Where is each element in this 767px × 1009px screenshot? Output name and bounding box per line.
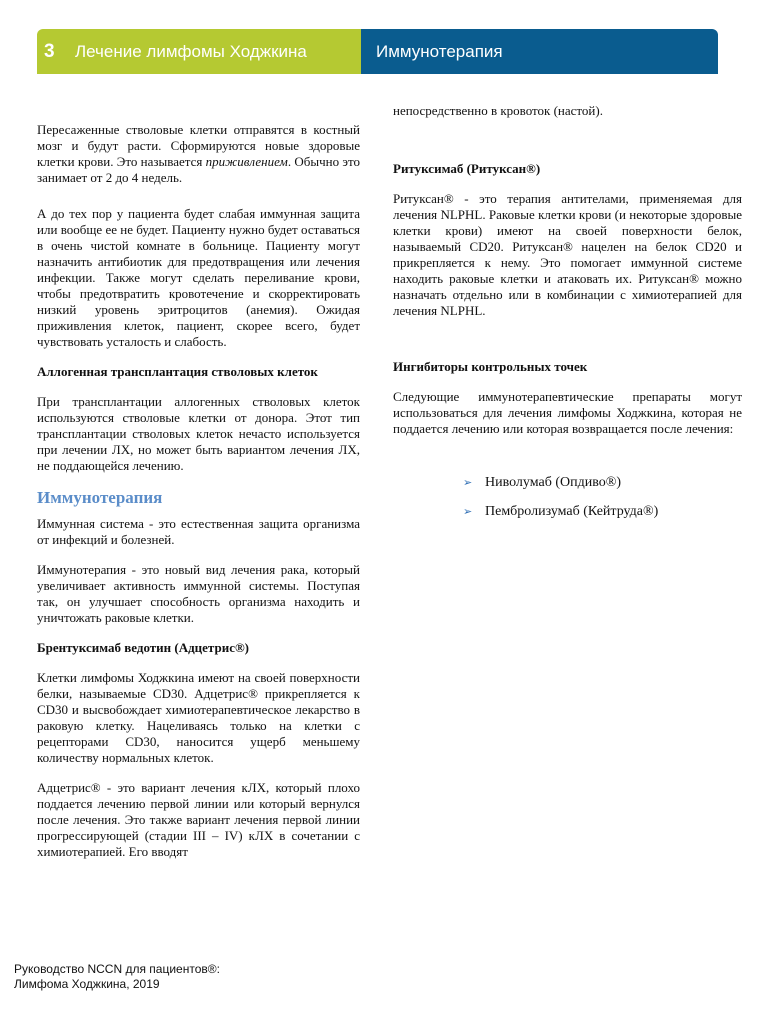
footer-line-2: Лимфома Ходжкина, 2019 xyxy=(14,977,160,991)
heading-brentuximab: Брентуксимаб ведотин (Адцетрис®) xyxy=(37,640,250,655)
chapter-banner xyxy=(37,29,361,74)
paragraph-engraftment xyxy=(37,122,360,186)
paragraph-immune-system: Иммунная система - это естественная защита организма от инфекций и болезней. xyxy=(37,516,360,547)
chapter-number: 3 xyxy=(44,40,55,62)
chapter-title: Лечение лимфомы Ходжкина xyxy=(75,41,307,61)
section-banner: Иммунотерапия xyxy=(361,29,718,74)
arrow-bullet-icon: ➢ xyxy=(463,506,473,518)
list-item xyxy=(463,504,742,520)
paragraph-brentuximab-1: Клетки лимфомы Ходжкина имеют на своей поверхности белки, называемые CD30. Адцетрис® прикрепляется к CD30 и высвобождает химиотерапевтическое лекарство в раковую клетку. Нацеливаясь только на клетки с рецепторами CD30, наносится ущерб меньшему количеству нормальных клеток. xyxy=(37,670,360,765)
section-title-immunotherapy: Иммунотерапия xyxy=(37,488,163,507)
paragraph-brentuximab-2: Адцетрис® - это вариант лечения кЛХ, который плохо поддается лечению первой линии или который вернулся после лечения. Это также вариант лечения первой линии прогрессирующей (стадии III – IV) кЛХ в сочетании с химиотерапией. Его вводят xyxy=(37,780,360,859)
paragraph-recovery: А до тех пор у пациента будет слабая иммунная защита или вообще ее не будет. Пациенту нужно будет оставаться в очень чистой комнате в больнице. Пациенту могут назначить антибиотик для предотвращения или лечения инфекции. Также могут сделать переливание крови, чтобы предотвратить кровотечение и скорректировать низкий уровень эритроцитов (анемия). Ожидая приживления клеток, пациент, скорее всего, будет чувствовать усталость и слабость. xyxy=(37,206,360,349)
page-header xyxy=(37,29,718,74)
right-column xyxy=(393,103,742,533)
list-item xyxy=(463,475,742,491)
text-span: Пересаженные стволовые клетки отправятся в костный мозг и будут расти. Сформируются новые здоровые клетки крови. Это называется xyxy=(37,122,360,169)
paragraph-allogeneic: При трансплантации аллогенных стволовых клеток используются стволовые клетки от донора. Этот тип трансплантации стволовых клеток нечасто используется при лечении ЛХ, но может быть вариантом лечения ЛХ, не поддающейся лечению. xyxy=(37,394,360,473)
left-column xyxy=(37,122,360,860)
paragraph-checkpoint: Следующие иммунотерапевтические препараты могут использоваться для лечения лимфомы Ходжкина, которая не поддается лечению или которая возвращается после лечения: xyxy=(393,389,742,436)
heading-checkpoint-inhibitors: Ингибиторы контрольных точек xyxy=(393,359,588,374)
drug-list xyxy=(463,475,742,520)
arrow-bullet-icon: ➢ xyxy=(463,477,473,489)
paragraph-immunotherapy: Иммунотерапия - это новый вид лечения рака, который увеличивает активность иммунной системы. Поступая так, он улучшает способность организма находить и уничтожать раковые клетки. xyxy=(37,562,360,625)
page-footer xyxy=(14,962,220,992)
paragraph-rituximab: Ритуксан® - это терапия антителами, применяемая для лечения NLPHL. Раковые клетки крови (и некоторые здоровые клетки крови) имеют на своей поверхности белок, называемый CD20. Ритуксан® нацелен на белок CD20 и прикрепляется к нему. Это помогает иммунной системе находить раковые клетки и атаковать их. Ритуксан® можно назначать отдельно или в комбинации с химиотерапией для лечения NLPHL. xyxy=(393,191,742,318)
heading-allogeneic: Аллогенная трансплантация стволовых клеток xyxy=(37,364,318,379)
text-span: . Обычно это занимает от 2 до 4 недель. xyxy=(37,154,360,185)
drug-name: Ниволумаб (Опдиво®) xyxy=(485,475,622,490)
heading-rituximab: Ритуксимаб (Ритуксан®) xyxy=(393,161,541,176)
drug-name: Пембролизумаб (Кейтруда®) xyxy=(485,504,659,519)
footer-line-1: Руководство NCCN для пациентов®: xyxy=(14,962,220,976)
term-engraftment: приживлением xyxy=(205,154,288,169)
paragraph-continuation: непосредственно в кровоток (настой). xyxy=(393,103,603,118)
